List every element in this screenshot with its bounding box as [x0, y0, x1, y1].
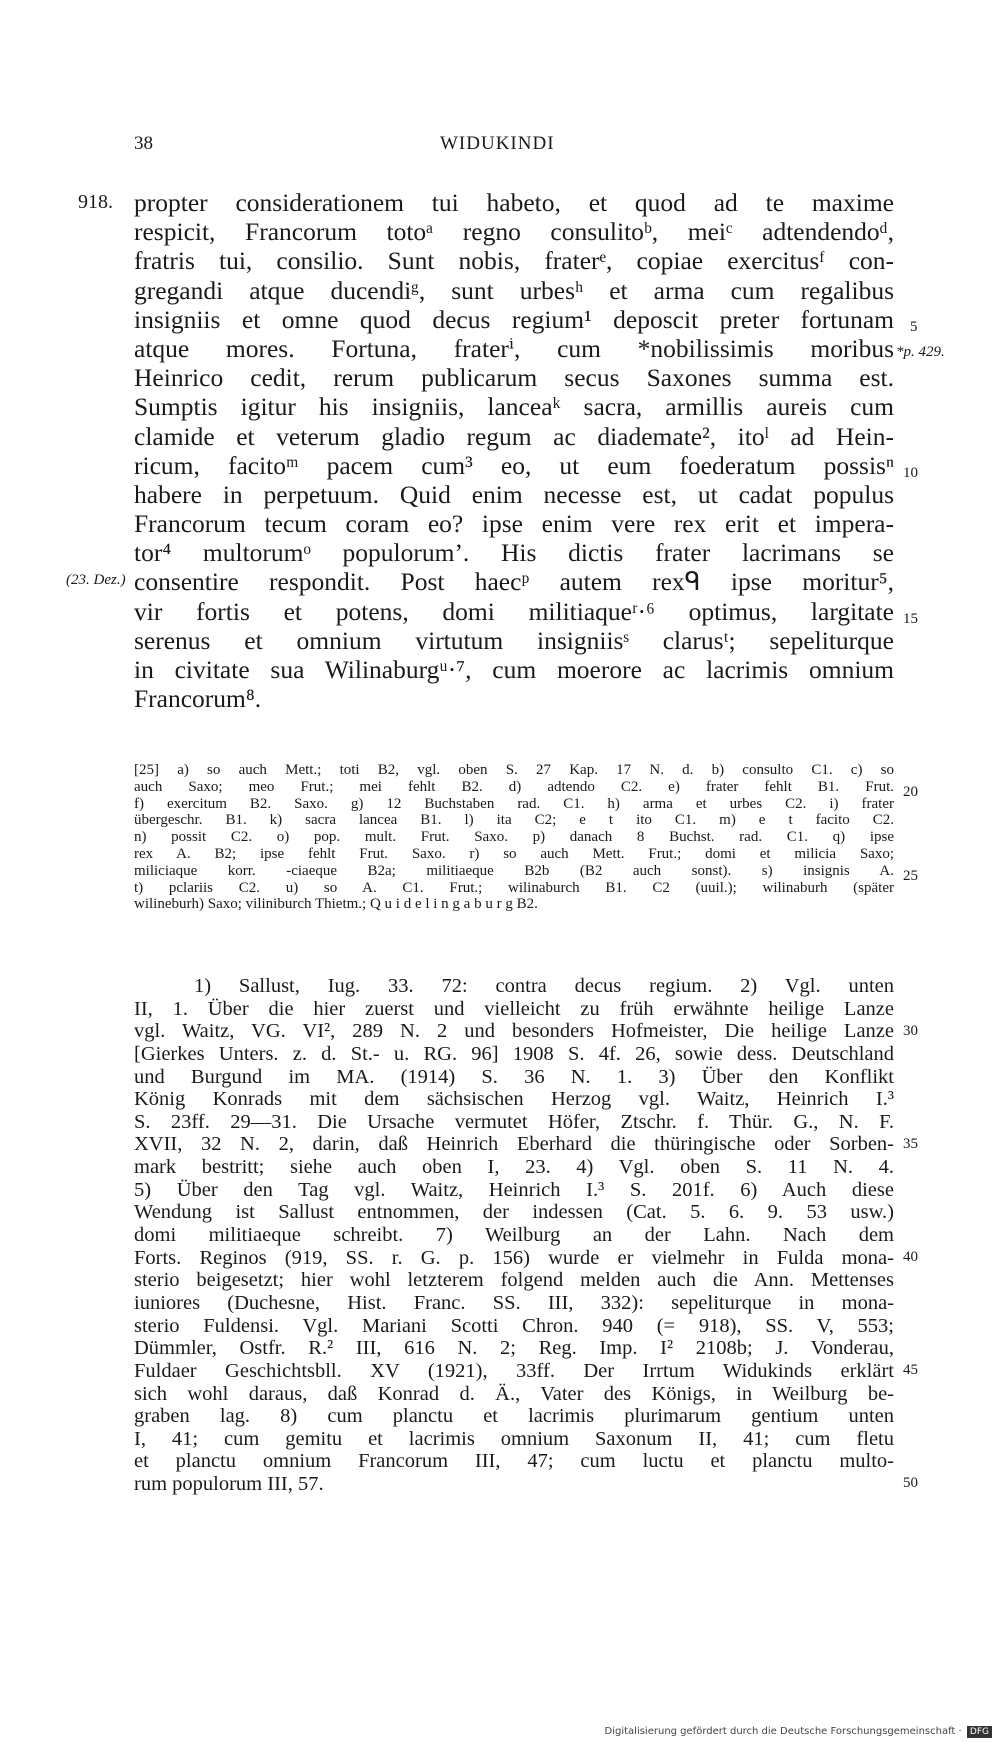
margin-year: 918. — [78, 191, 113, 213]
text-line: Francorum tecum coram eo? ipse enim vere rex erit et impera- — [134, 509, 894, 539]
note-line: König Konrads mit dem sächsischen Herzog vgl. Waitz, Heinrich I.³ — [134, 1088, 894, 1111]
apparatus-line: [25] a) so auch Mett.; toti B2, vgl. oben S. 27 Kap. 17 N. d. b) consulto C1. c) so — [134, 762, 894, 778]
note-line: et planctu omnium Francorum III, 47; cum luctu et planctu multo- — [134, 1450, 894, 1473]
text-line: vir fortis et potens, domi militiaqueʳ·⁶ optimus, largitate — [134, 596, 894, 626]
note-line: rum populorum III, 57. — [134, 1473, 324, 1496]
credit-text: Digitalisierung gefördert durch die Deutsche Forschungsgemeinschaft · — [604, 1726, 962, 1737]
note-line: 5) Über den Tag vgl. Waitz, Heinrich I.³ S. 201f. 6) Auch diese — [134, 1178, 894, 1201]
apparatus-line: wilineburh) Saxo; viliniburch Thietm.; Q u i d e l i n g a b u r g B2. — [134, 896, 538, 913]
digitization-credit — [605, 1726, 992, 1738]
note-line: XVII, 32 N. 2, darin, daß Heinrich Eberhard die thüringische oder Sorben- — [134, 1133, 894, 1156]
dfg-logo: DFG — [967, 1726, 992, 1738]
note-line: Wendung ist Sallust entnommen, der indessen (Cat. 5. 6. 9. 53 usw.) — [134, 1201, 894, 1224]
line-number: 20 — [903, 784, 918, 800]
text-line: atque mores. Fortuna, fraterⁱ, cum *nobilissimis moribus — [134, 333, 894, 363]
note-line: sterio Fuldensi. Vgl. Mariani Scotti Chron. 940 (= 918), SS. V, 553; — [134, 1314, 894, 1337]
note-line: Dümmler, Ostfr. R.² III, 616 N. 2; Reg. Imp. I² 2108b; J. Vonderau, — [134, 1337, 894, 1360]
text-line: clamide et veterum gladio regum ac diademate², itoˡ ad Hein- — [134, 421, 894, 451]
note-line: 1) Sallust, Iug. 33. 72: contra decus regium. 2) Vgl. unten — [194, 975, 894, 997]
apparatus-line: auch Saxo; meo Frut.; mei fehlt B2. d) adtendo C2. e) frater fehlt B1. Frut. — [134, 778, 894, 795]
text-line: fratris tui, consilio. Sunt nobis, fraterᵉ, copiae exercitusᶠ con- — [134, 246, 894, 276]
note-line: vgl. Waitz, VG. VI², 289 N. 2 und besonders Hofmeister, Die heilige Lanze — [134, 1020, 894, 1043]
line-number: 50 — [903, 1475, 918, 1491]
apparatus-line: rex A. B2; ipse fehlt Frut. Saxo. r) so auch Mett. Frut.; domi et milicia Saxo; — [134, 845, 894, 862]
footnotes — [134, 975, 894, 1496]
text-line: insigniis et omne quod decus regium¹ deposcit preter fortunam — [134, 304, 894, 334]
line-number: 35 — [903, 1136, 918, 1152]
note-line: iuniores (Duchesne, Hist. Franc. SS. III, 332): sepeliturque in mona- — [134, 1291, 894, 1314]
text-line: habere in perpetuum. Quid enim necesse est, ut cadat populus — [134, 479, 894, 509]
main-text — [134, 188, 894, 713]
line-number: 15 — [903, 611, 918, 627]
line-number: 40 — [903, 1249, 918, 1265]
line-number: 10 — [903, 465, 918, 481]
text-line: ricum, facitoᵐ pacem cum³ eo, ut eum foederatum possisⁿ — [134, 450, 894, 480]
note-line: und Burgund im MA. (1914) S. 36 N. 1. 3) Über den Konflikt — [134, 1065, 894, 1088]
note-line: domi militiaeque schreibt. 7) Weilburg an der Lahn. Nach dem — [134, 1224, 894, 1247]
text-line: gregandi atque ducendiᵍ, sunt urbesʰ et arma cum regalibus — [134, 275, 894, 305]
line-number: 25 — [903, 868, 918, 884]
note-line: [Gierkes Unters. z. d. St.- u. RG. 96] 1908 S. 4f. 26, sowie dess. Deutschland — [134, 1042, 894, 1065]
line-number: 45 — [903, 1362, 918, 1378]
note-line: sich wohl daraus, daß Konrad d. Ä., Vater des Königs, in Weilburg be- — [134, 1382, 894, 1405]
note-line: II, 1. Über die hier zuerst und vielleicht zu früh erwähnte heilige Lanze — [134, 997, 894, 1020]
text-line: Francorum⁸. — [134, 684, 262, 714]
text-line: in civitate sua Wilinaburgᵘ·⁷, cum moerore ac lacrimis omnium — [134, 655, 894, 684]
note-line: I, 41; cum gemitu et lacrimis omnium Saxonum II, 41; cum fletu — [134, 1427, 894, 1450]
margin-page-ref: *p. 429. — [896, 344, 945, 360]
page-number: 38 — [134, 133, 153, 154]
text-line: respicit, Francorum totoᵃ regno consulitoᵇ, meiᶜ adtendendoᵈ, — [134, 217, 894, 247]
text-line: propter considerationem tui habeto, et quod ad te maxime — [134, 188, 894, 217]
note-line: graben lag. 8) cum planctu et lacrimis plurimarum gentium unten — [134, 1405, 894, 1428]
critical-apparatus — [134, 762, 894, 913]
note-line: Forts. Reginos (919, SS. r. G. p. 156) wurde er vielmehr in Fulda mona- — [134, 1246, 894, 1269]
text-line: serenus et omnium virtutum insigniisˢ clarusᵗ; sepeliturque — [134, 625, 894, 655]
note-line: sterio beigesetzt; hier wohl letzterem folgend melden auch die Ann. Mettenses — [134, 1269, 894, 1292]
page-header — [0, 133, 1000, 163]
apparatus-line: t) pclariis C2. u) so A. C1. Frut.; wilinaburch B1. C2 (uuil.); wilinaburh (später — [134, 879, 894, 896]
text-line: Sumptis igitur his insigniis, lanceaᵏ sacra, armillis aureis cum — [134, 392, 894, 422]
text-line: consentire respondit. Post haecᵖ autem rexᑫ ipse moritur⁵, — [134, 567, 894, 597]
margin-date: (23. Dez.) — [66, 572, 126, 588]
line-number: 5 — [910, 319, 918, 335]
note-line: Fuldaer Geschichtsbll. XV (1921), 33ff. Der Irrtum Widukinds erklärt — [134, 1359, 894, 1382]
note-line: S. 23ff. 29—31. Die Ursache vermutet Höfer, Ztschr. f. Thür. G., N. F. — [134, 1110, 894, 1133]
running-head: WIDUKINDI — [440, 133, 555, 154]
apparatus-line: übergeschr. B1. k) sacra lancea B1. l) ita C2; e t ito C1. m) e t facito C2. — [134, 812, 894, 829]
text-line: tor⁴ multorumᵒ populorum’. His dictis frater lacrimans se — [134, 538, 894, 568]
apparatus-line: f) exercitum B2. Saxo. g) 12 Buchstaben rad. C1. h) arma et urbes C2. i) frater — [134, 795, 894, 812]
line-number: 30 — [903, 1023, 918, 1039]
apparatus-line: miliciaque korr. -ciaeque B2a; militiaeque B2b (B2 auch sonst). s) insignis A. — [134, 862, 894, 879]
apparatus-line: n) possit C2. o) pop. mult. Frut. Saxo. p) danach 8 Buchst. rad. C1. q) ipse — [134, 829, 894, 846]
text-line: Heinrico cedit, rerum publicarum secus Saxones summa est. — [134, 363, 894, 393]
note-line: mark bestritt; siehe auch oben I, 23. 4) Vgl. oben S. 11 N. 4. — [134, 1156, 894, 1179]
